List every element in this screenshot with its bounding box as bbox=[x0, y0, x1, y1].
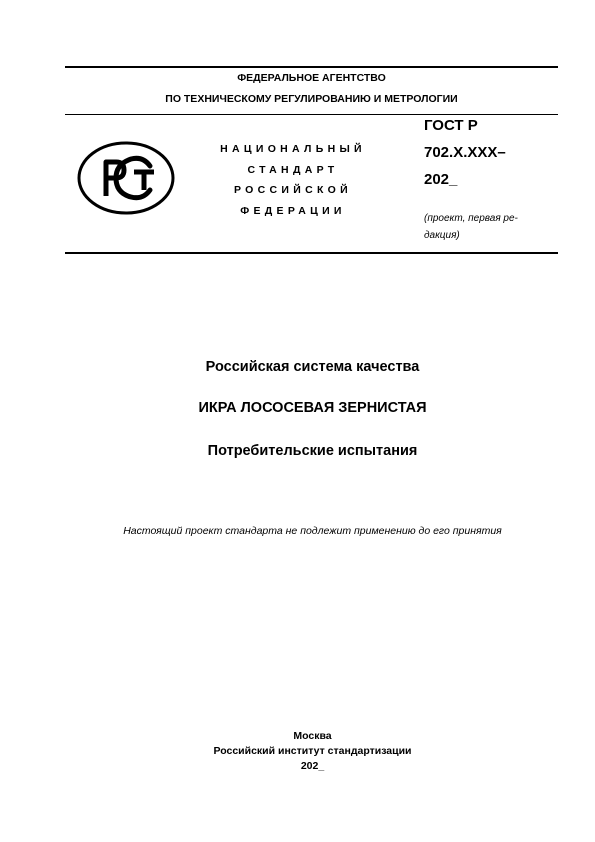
gost-r-logo-icon bbox=[76, 140, 176, 216]
bottom-header-rule bbox=[65, 252, 558, 254]
national-standard-line-2: СТАНДАРТ bbox=[247, 163, 339, 176]
top-rule bbox=[65, 66, 558, 68]
national-standard-line-3: РОССИЙСКОЙ bbox=[234, 184, 352, 196]
designation-line-3: 202_ bbox=[424, 171, 458, 188]
footer bbox=[0, 729, 595, 774]
edition-line-2: дакция) bbox=[424, 230, 460, 241]
footer-year: 202_ bbox=[300, 760, 325, 772]
designation-line-1: ГОСТ Р bbox=[424, 117, 478, 134]
national-standard-line-1: НАЦИОНАЛЬНЫЙ bbox=[220, 143, 366, 155]
edition-note bbox=[424, 210, 554, 244]
footer-institute: Российский институт стандартизации bbox=[213, 745, 412, 757]
product-title: ИКРА ЛОСОСЕВАЯ ЗЕРНИСТАЯ bbox=[198, 400, 427, 416]
designation-line-2: 702.X.XXX– bbox=[424, 144, 506, 161]
system-title: Российская система качества bbox=[205, 359, 420, 375]
subtitle: Потребительские испытания bbox=[207, 443, 418, 459]
standard-designation bbox=[424, 112, 506, 193]
national-standard-block bbox=[208, 139, 378, 221]
draft-notice: Настоящий проект стандарта не подлежит применению до его принятия bbox=[123, 525, 502, 537]
footer-city: Москва bbox=[293, 730, 332, 742]
edition-line-1: (проект, первая ре- bbox=[424, 213, 518, 224]
agency-line-2: ПО ТЕХНИЧЕСКОМУ РЕГУЛИРОВАНИЮ И МЕТРОЛОГИИ bbox=[165, 93, 458, 105]
national-standard-line-4: ФЕДЕРАЦИИ bbox=[240, 204, 346, 217]
agency-line-1: ФЕДЕРАЛЬНОЕ АГЕНТСТВО bbox=[237, 72, 386, 84]
